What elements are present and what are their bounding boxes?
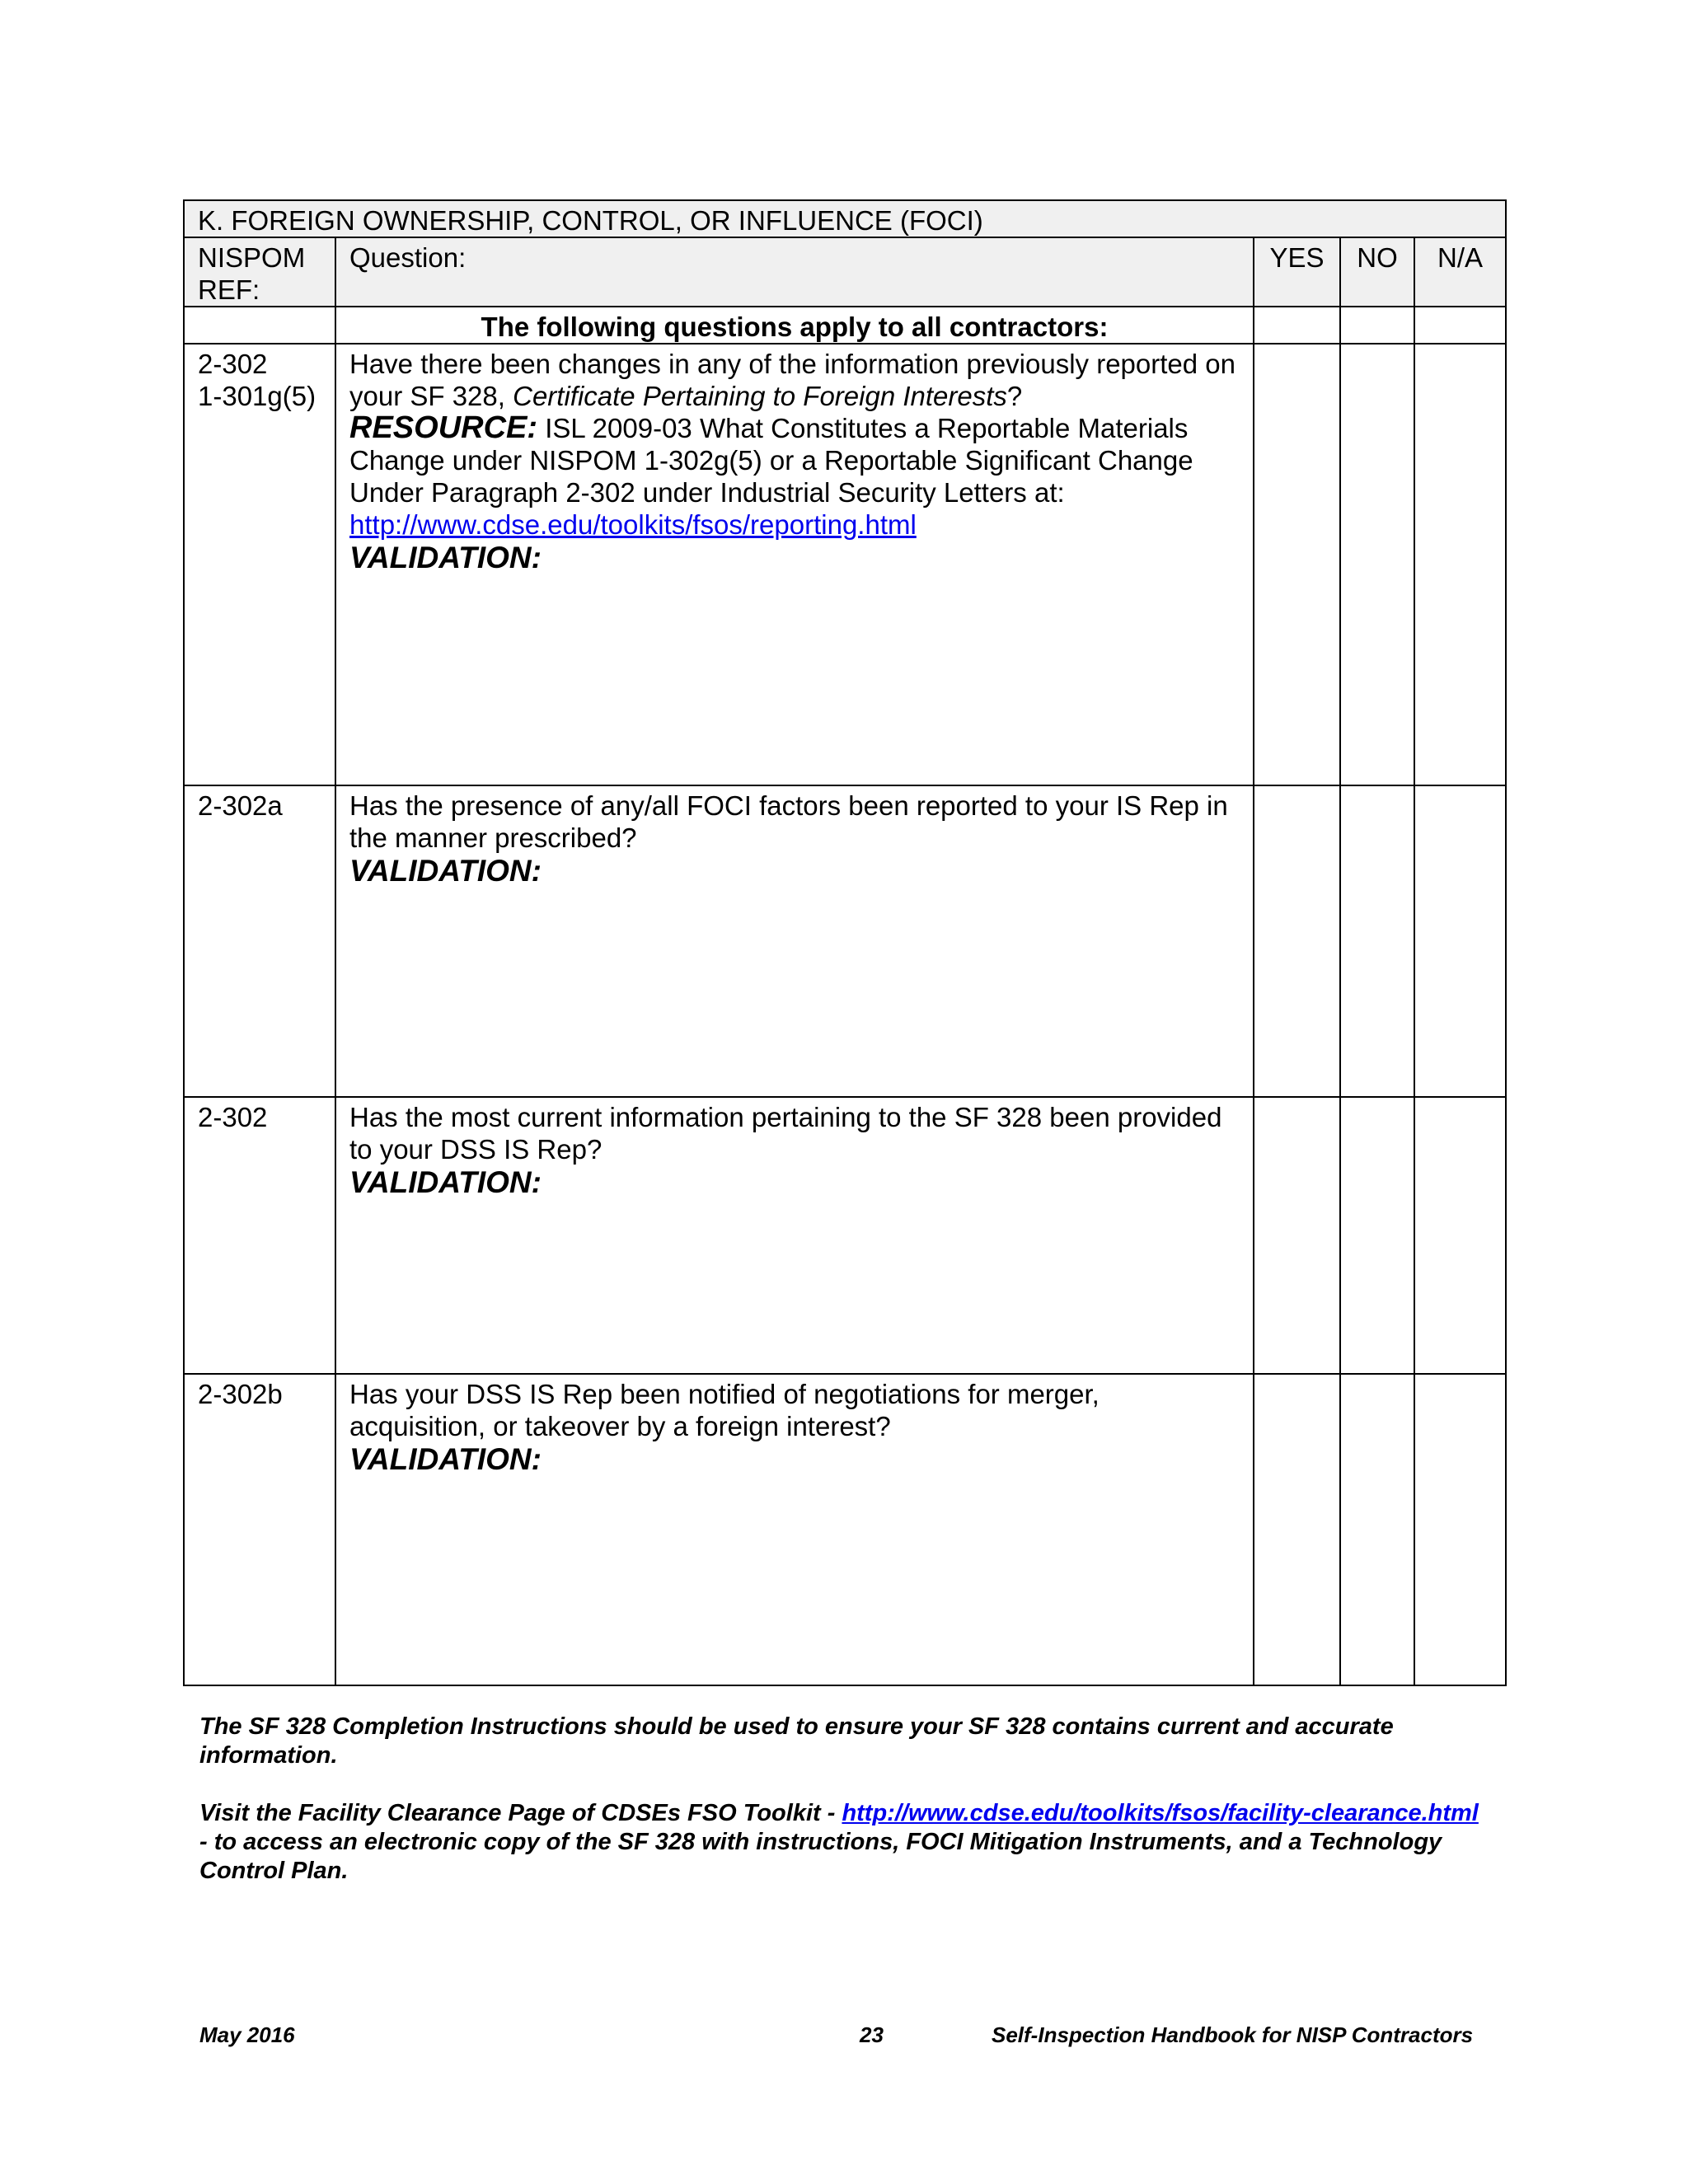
column-header-question: Question: [335,237,1254,307]
resource-text: ISL 2009-03 What Constitutes a Reportable Materials Change under NISPOM 1-302g(5) or a Reportable Significant Change Under Paragraph 2-302 under Industrial Security Letters at: [349,413,1193,508]
question-cell [335,1374,1254,1685]
question-text: Have there been changes in any of the information previously reported on your SF 328, [349,349,1236,411]
footer-date: May 2016 [199,2022,295,2047]
yes-answer-cell[interactable] [1254,1097,1340,1374]
column-header-ref [184,237,335,307]
validation-label: VALIDATION: [349,1165,542,1199]
na-answer-cell[interactable] [1414,1374,1506,1685]
validation-label: VALIDATION: [349,541,542,574]
question-text: Has the most current information pertaining to the SF 328 been provided to your DSS IS Rep? [349,1102,1222,1165]
question-text-italic: Certificate Pertaining to Foreign Interests [513,381,1007,411]
toolkit-note [199,1799,1485,1886]
applies-to-all-row [184,307,1506,344]
column-header-yes: YES [1254,237,1340,307]
nispom-ref: 1-301g(5) [198,381,316,411]
yes-answer-cell[interactable] [1254,785,1340,1097]
empty-cell [184,307,335,344]
question-row [184,1374,1506,1685]
question-text: Has the presence of any/all FOCI factors been reported to your IS Rep in the manner prescribed? [349,790,1228,853]
no-answer-cell[interactable] [1340,344,1414,785]
na-answer-cell[interactable] [1414,1097,1506,1374]
toolkit-note-text: - to access an electronic copy of the SF 328 with instructions, FOCI Mitigation Instruments, and a Technology Control Plan. [199,1829,1442,1884]
section-title-row [184,200,1506,237]
facility-clearance-link[interactable]: http://www.cdse.edu/toolkits/fsos/facility-clearance.html [842,1800,1479,1826]
nispom-ref: 2-302 [184,1097,335,1374]
yes-answer-cell[interactable] [1254,1374,1340,1685]
column-header-ref-line1: NISPOM [198,242,306,273]
question-row [184,344,1506,785]
sf328-instructions-note: The SF 328 Completion Instructions should be used to ensure your SF 328 contains current and accurate information. [199,1713,1394,1769]
question-row [184,785,1506,1097]
column-header-na: N/A [1414,237,1506,307]
na-answer-cell[interactable] [1414,785,1506,1097]
section-title: K. FOREIGN OWNERSHIP, CONTROL, OR INFLUENCE (FOCI) [184,200,1506,237]
reporting-link[interactable]: http://www.cdse.edu/toolkits/fsos/reporting.html [349,509,917,540]
nispom-ref: 2-302a [184,785,335,1097]
empty-cell [1340,307,1414,344]
column-header-ref-line2: REF: [198,274,260,305]
notes-section [199,1713,1485,1915]
no-answer-cell[interactable] [1340,785,1414,1097]
toolkit-note-text: Visit the Facility Clearance Page of CDSEs FSO Toolkit - [199,1800,842,1826]
na-answer-cell[interactable] [1414,344,1506,785]
nispom-ref: 2-302b [184,1374,335,1685]
question-cell [335,344,1254,785]
yes-answer-cell[interactable] [1254,344,1340,785]
foci-checklist-table [183,199,1507,1686]
no-answer-cell[interactable] [1340,1097,1414,1374]
no-answer-cell[interactable] [1340,1374,1414,1685]
resource-label: RESOURCE: [349,410,538,445]
question-cell [335,785,1254,1097]
column-header-row [184,237,1506,307]
question-text: ? [1006,381,1023,411]
validation-label: VALIDATION: [349,854,542,888]
question-text: Has your DSS IS Rep been notified of negotiations for merger, acquisition, or takeover by a foreign interest? [349,1379,1100,1441]
applies-to-all-heading: The following questions apply to all contractors: [335,307,1254,344]
nispom-ref-cell [184,344,335,785]
empty-cell [1254,307,1340,344]
footer-page-number: 23 [860,2022,884,2047]
nispom-ref: 2-302 [198,349,268,379]
footer-document-title: Self-Inspection Handbook for NISP Contractors [992,2022,1474,2047]
validation-label: VALIDATION: [349,1442,542,1476]
empty-cell [1414,307,1506,344]
question-row [184,1097,1506,1374]
question-cell [335,1097,1254,1374]
column-header-no: NO [1340,237,1414,307]
